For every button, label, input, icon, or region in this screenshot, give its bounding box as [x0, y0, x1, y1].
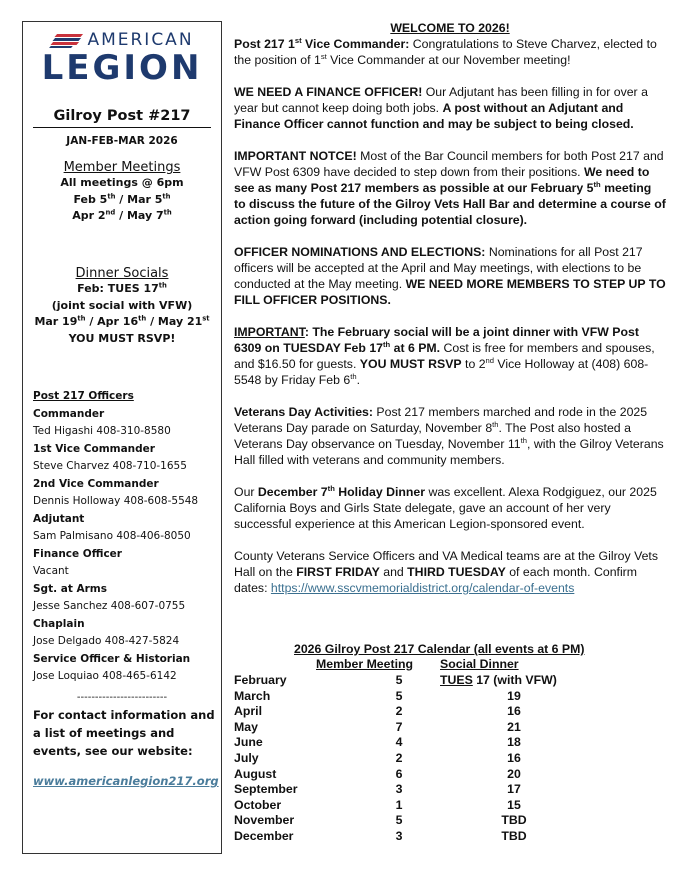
table-row: November 5 TBD: [234, 813, 527, 828]
main-column: [234, 20, 666, 612]
table-row: February 5 TUES 17 (with VFW): [234, 673, 557, 687]
table-row: September 3 17: [234, 782, 521, 797]
flag-stripes-icon: [50, 33, 84, 47]
post-name: Gilroy Post #217: [33, 108, 211, 128]
calendar-rows: [234, 673, 614, 845]
table-row: June 4 18: [234, 735, 521, 750]
calendar-title: 2026 Gilroy Post 217 Calendar (all events at 6 PM): [294, 642, 585, 656]
officer-role: Service Officer & Historian: [33, 652, 191, 665]
february-social-paragraph: IMPORTANT: The February social will be a joint dinner with VFW Post 6309 on TUESDAY Feb 17th at 6 PM. Cost is free for members and spouses, and $16.50 for guests. YOU MUST RSVP to 2nd Vice Holloway at (408) 608-5548 by Friday Feb 6th.: [234, 325, 655, 387]
va-services-paragraph: County Veterans Service Officers and VA Medical teams are at the Gilroy Vets Hall on the FIRST FRIDAY and THIRD TUESDAY of each month. Confirm dates: https://www.sscvmemorialdistrict.org/calendar-of-events: [234, 549, 658, 595]
officer-role: 1st Vice Commander: [33, 442, 155, 455]
table-row: May 7 21: [234, 719, 521, 734]
vice-commander-paragraph: Post 217 1st Vice Commander: Congratulations to Steve Charvez, elected to the position of 1st Vice Commander at our November meeting!: [234, 35, 657, 67]
table-row: August 6 20: [234, 766, 521, 781]
newsletter-quarter: JAN-FEB-MAR 2026: [66, 135, 178, 147]
officer-name: Jose Delgado 408-427-5824: [33, 635, 180, 647]
officers-list: [33, 388, 215, 686]
nominations-paragraph: OFFICER NOMINATIONS AND ELECTIONS: Nominations for all Post 217 officers will be accepted at the April and May meetings, with elections to be conducted at the May meeting. WE NEED MORE MEMBERS TO STEP UP TO FILL OFFICER POSITIONS.: [234, 245, 666, 307]
officer-role: 2nd Vice Commander: [33, 477, 159, 490]
member-meetings-title: Member Meetings: [63, 160, 181, 175]
american-legion-logo: [23, 30, 221, 86]
table-row: March 5 19: [234, 688, 521, 703]
officer-role: Sgt. at Arms: [33, 582, 107, 595]
table-row: October 1 15: [234, 797, 521, 812]
header-social-dinner: Social Dinner: [440, 657, 519, 671]
dinner-socials-title: Dinner Socials: [75, 266, 169, 281]
veterans-day-paragraph: Veterans Day Activities: Post 217 members marched and rode in the 2025 Veterans Day parade on Saturday, November 8th. The Post also hosted a Veterans Day observance on Tuesday, November 11th, with the Gilroy Veterans Hall filled with veterans and community members.: [234, 405, 664, 467]
sidebar-panel: [22, 21, 222, 854]
table-row: July 2 16: [234, 750, 521, 765]
website-link[interactable]: www.americanlegion217.org: [33, 774, 219, 788]
rsvp-notice: YOU MUST RSVP!: [68, 331, 176, 345]
logo-legion-text: LEGION: [41, 48, 203, 88]
officer-role: Finance Officer: [33, 547, 122, 560]
officer-role: Commander: [33, 407, 105, 420]
dinner-feb: Feb: TUES 17th: [77, 281, 167, 295]
bar-council-paragraph: IMPORTANT NOTCE! Most of the Bar Council members for both Post 217 and VFW Post 6309 have decided to step down from their positions. We need to see as many Post 217 members as possible at our February 5th meeting to discuss the future of the Gilroy Vets Hall Bar and determine a course of action going forward (including potential closure).: [234, 149, 666, 227]
meetings-time: All meetings @ 6pm: [60, 176, 184, 189]
officer-name: Ted Higashi 408-310-8580: [33, 425, 171, 437]
calendar-events-link[interactable]: https://www.sscvmemorialdistrict.org/calendar-of-events: [270, 581, 575, 595]
officer-name: Steve Charvez 408-710-1655: [33, 460, 187, 472]
officer-name: Vacant: [33, 565, 69, 577]
officer-name: Jesse Sanchez 408-607-0755: [33, 600, 186, 612]
header-member-meeting: Member Meeting: [316, 657, 414, 671]
holiday-dinner-paragraph: Our December 7th Holiday Dinner was excellent. Alexa Rodgiguez, our 2025 California Boys and Girls State delegate, gave an account of her very successful experience at this American Legion-sponsored event.: [234, 483, 657, 531]
meetings-dates-1: Feb 5th / Mar 5th: [73, 191, 171, 206]
officer-name: Sam Palmisano 408-406-8050: [33, 530, 191, 542]
officer-role: Chaplain: [33, 617, 85, 630]
meetings-dates-2: Apr 2nd / May 7th: [72, 208, 172, 222]
divider: -------------------------: [76, 692, 168, 703]
welcome-heading: WELCOME TO 2026!: [390, 21, 510, 35]
officer-name: Jose Loquiao 408-465-6142: [33, 670, 177, 682]
table-row: December 3 TBD: [234, 828, 527, 843]
member-meetings-section: [23, 160, 221, 225]
dinner-dates: Mar 19th / Apr 16th / May 21st: [34, 314, 210, 328]
officer-name: Dennis Holloway 408-608-5548: [33, 495, 199, 507]
officers-title: Post 217 Officers: [33, 390, 134, 402]
finance-officer-paragraph: WE NEED A FINANCE OFFICER! Our Adjutant has been filling in for over a year but cannot keep doing both jobs. A post without an Adjutant and Finance Officer cannot function and may be subject to being closed.: [234, 85, 648, 131]
dinner-joint-note: (joint social with VFW): [51, 298, 193, 312]
contact-text: For contact information and a list of meetings and events, see our website:: [33, 708, 215, 758]
dinner-socials-section: [23, 266, 221, 347]
logo-american-text: AMERICAN: [87, 30, 194, 50]
table-row: April 2 16: [234, 704, 521, 719]
officer-role: Adjutant: [33, 512, 85, 525]
